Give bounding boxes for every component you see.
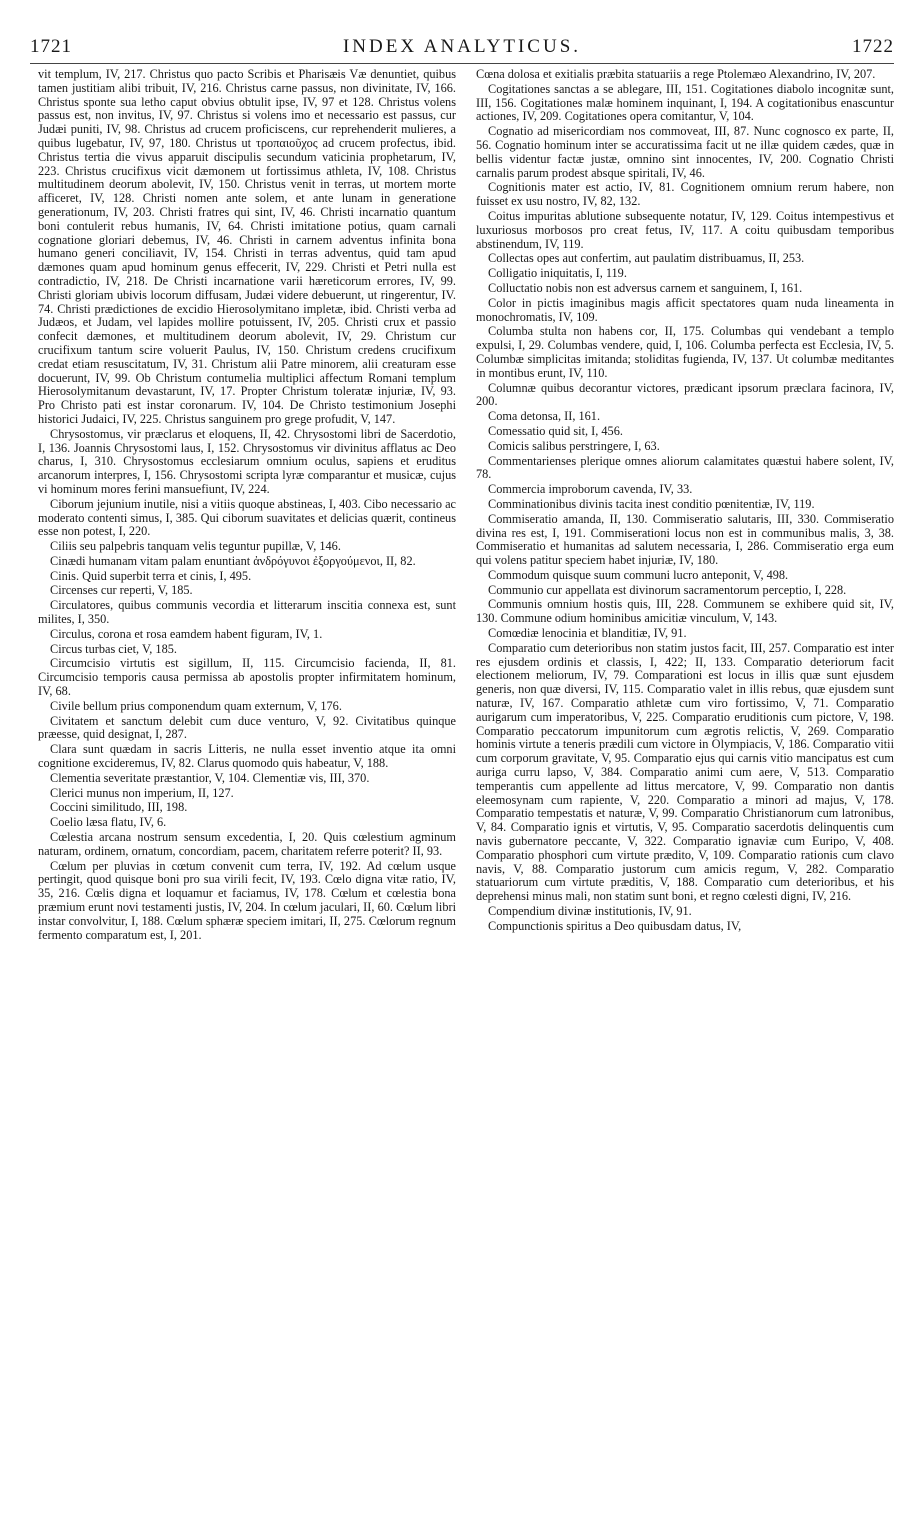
- index-entry: Commiseratio amanda, II, 130. Commiseratio salutaris, III, 330. Commiseratio divina res est, I, 191. Commiserationi locus non est in communibus malis, 3, 38. Commiseratio et humanitas ad salutem necessaria, I, 286. Commiseratio erga eum qui volens patitur speciem habet injuriæ, IV, 180.: [476, 511, 894, 568]
- left-column: [38, 68, 456, 1530]
- index-entry: Compunctionis spiritus a Deo quibusdam datus, IV,: [488, 918, 742, 933]
- index-entry: Cœlestia arcana nostrum sensum excedentia, I, 20. Quis cœlestium agminum naturam, ordinem, ornatum, concordiam, pacem, charitatem referre poterit? II, 93.: [38, 830, 456, 858]
- index-entry: Communio cur appellata est divinorum sacramentorum perceptio, I, 228.: [488, 582, 847, 597]
- index-entry: Comparatio cum deterioribus non statim justos facit, III, 257. Comparatio est inter res ejusdem ordinis et classis, I, 422; II, 133. Comparatio deteriorum facit electionem meliorum, IV, 79. Comparationi est locus in illis quæ sunt ejusdem generis, non quæ diversi, IV, 115. Comparatio valet in illis rebus, quæ ejusdem sunt naturæ, IV, 167. Comparatio athletæ cum viro fortissimo, V, 71. Comparatio aurigarum cum imperatoribus, V, 225. Comparatio eruditionis cum pictore, V, 198. Comparatio peccatorum impunitorum cum ægrotis relictis, V, 269. Comparatio hominis virtute a teneris prædili cum victore in Olympiacis, V, 186. Comparatio vitii cum corporum gravitate, V, 95. Comparatio ejus qui carnis vitio mancipatus est cum auriga curru lapso, V, 384. Comparatio animi cum aere, V, 513. Comparatio temperantis cum appellente ad littus mercatore, V, 99. Comparatio non dantis eleemosynam cum rapiente, V, 220. Comparatio a minori ad majus, V, 178. Comparatio tempestatis et naturæ, V, 99. Comparatio Christianorum cum latronibus, V, 84. Comparatio ignis et virtutis, V, 95. Comparatio sacerdotis delinquentis cum navis gubernatore peccante, V, 322. Comparatio ignaviæ cum Euripo, V, 408. Comparatio phosphori cum virtute prædito, V, 109. Comparatio rationis cum clavo navis, V, 88. Comparatio justorum cum amicis regum, V, 282. Comparatio statuariorum cum virtute præditis, V, 188. Comparatio cum deterioribus, et his deprehensi minus mali, non statim sunt boni, et regno cœlesti digni, IV, 216.: [476, 640, 894, 904]
- index-entry: Cinis. Quid superbit terra et cinis, I, 495.: [50, 568, 252, 583]
- page-number-left: 1721: [30, 36, 72, 57]
- index-entry: Comminationibus divinis tacita inest conditio pœnitentiæ, IV, 119.: [488, 496, 815, 511]
- index-entry: Cœlum per pluvias in cœtum convenit cum terra, IV, 192. Ad cœlum usque pertingit, quod quisque boni pro sua virili fecit, IV, 193. Cœlo digna vitæ ratio, IV, 35, 216. Cœlis digna et loquamur et faciamus, IV, 178. Cœlum et cœlestia bona præmium erunt novi testamenti justis, IV, 204. In cœlum jaculari, II, 60. Cœlum libri instar convolvitur, I, 188. Cœlum sphæræ speciem imitari, II, 275. Cœlorum regnum fermento comparatum est, I, 201.: [38, 858, 456, 942]
- index-entry: Circulus, corona et rosa eamdem habent figuram, IV, 1.: [50, 626, 323, 641]
- index-entry: Commentarienses plerique omnes aliorum calamitates quæstui habere solent, IV, 78.: [476, 453, 894, 482]
- index-entry: Cœna dolosa et exitialis præbita statuariis a rege Ptolemæo Alexandrino, IV, 207.: [476, 68, 876, 81]
- index-entry: Commodum quisque suum communi lucro anteponit, V, 498.: [488, 567, 789, 582]
- index-entry: Coitus impuritas ablutione subsequente notatur, IV, 129. Coitus intempestivus et luxuriosus morbosos pro creat fetus, IV, 117. A coitu quibusdam temporibus abstinendum, IV, 119.: [476, 208, 894, 251]
- index-entry: Coelio læsa flatu, IV, 6.: [50, 815, 167, 830]
- running-header: [30, 36, 894, 62]
- index-entry: Coccini similitudo, III, 198.: [50, 800, 188, 815]
- index-entry: Circumcisio virtutis est sigillum, II, 115. Circumcisio facienda, II, 81. Circumcisio temporis causa permissa ab apostolis propter infirmitatem hominum, IV, 68.: [38, 656, 456, 699]
- page-number-right: 1722: [852, 36, 894, 57]
- index-entry: Ciliis seu palpebris tanquam velis teguntur pupillæ, V, 146.: [50, 539, 341, 554]
- header-rule: [30, 63, 894, 64]
- index-entry: Circus turbas ciet, V, 185.: [50, 641, 177, 656]
- index-entry: Colligatio iniquitatis, I, 119.: [488, 266, 627, 281]
- index-entry: Comicis salibus perstringere, I, 63.: [488, 438, 660, 453]
- index-entry: Collectas opes aut confertim, aut paulatim distribuamus, II, 253.: [488, 251, 805, 266]
- index-entry: Ciborum jejunium inutile, nisi a vitiis quoque abstineas, I, 403. Cibo necessario ac moderato contenti simus, I, 385. Qui ciborum suavitates et delicias quærit, contineus esse non potest, I, 220.: [38, 496, 456, 539]
- index-entry: Clara sunt quædam in sacris Litteris, ne nulla esset inventio atque ita omni cognitione excideremus, IV, 82. Clarus quomodo quis habeatur, V, 188.: [38, 742, 456, 771]
- index-entry: Cognatio ad misericordiam nos commoveat, III, 87. Nunc cognosco ex parte, II, 56. Cognatio hominum inter se accuratissima facit ut ne illæ quidem cædes, quæ in bellis videntur factæ justæ, omnino sint innocentes, IV, 200. Cognatio Christi carnalis parum prodest absque spiritali, IV, 46.: [476, 124, 894, 180]
- index-entry: Comessatio quid sit, I, 456.: [488, 423, 623, 438]
- index-entry: Columnæ quibus decorantur victores, prædicant ipsorum præclara facinora, IV, 200.: [476, 380, 894, 409]
- index-entry: Coma detonsa, II, 161.: [488, 409, 601, 424]
- right-column: [476, 68, 894, 1530]
- index-entry: Columba stulta non habens cor, II, 175. Columbas qui vendebant a templo expulsi, I, 29. Columbas vendere, quid, I, 106. Columba perfecta est Ecclesia, IV, 5. Columbæ simplicitas imitanda; stoliditas fugienda, IV, 137. Ut columbæ meditantes in montibus erunt, IV, 110.: [476, 324, 894, 380]
- index-entry: Colluctatio nobis non est adversus carnem et sanguinem, I, 161.: [488, 280, 803, 295]
- index-entry: Clerici munus non imperium, II, 127.: [50, 785, 234, 800]
- page-title: INDEX ANALYTICUS.: [342, 36, 582, 57]
- index-entry: Civitatem et sanctum delebit cum duce venturo, V, 92. Civitatibus quinque præesse, quid designat, I, 287.: [38, 713, 456, 742]
- index-entry: Compendium divinæ institutionis, IV, 91.: [488, 904, 692, 919]
- index-entry: Comœdiæ lenocinia et blanditiæ, IV, 91.: [488, 626, 687, 641]
- index-entry: Communis omnium hostis quis, III, 228. Communem se exhibere quid sit, IV, 130. Commune odium hominibus amicitiæ vinculum, V, 143.: [476, 597, 894, 626]
- index-entry: Circenses cur reperti, V, 185.: [50, 583, 193, 598]
- index-entry: Cognitionis mater est actio, IV, 81. Cognitionem omnium rerum habere, non fuisset ex usu nostro, IV, 82, 132.: [476, 180, 894, 209]
- index-entry: Clementia severitate præstantior, V, 104. Clementiæ vis, III, 370.: [50, 770, 370, 785]
- index-entry: Color in pictis imaginibus magis afficit spectatores quam nuda lineamenta in monochromatis, IV, 109.: [476, 295, 894, 324]
- index-entry: Civile bellum prius componendum quam externum, V, 176.: [50, 698, 342, 713]
- index-entry: vit templum, IV, 217. Christus quo pacto Scribis et Pharisæis Væ denuntiet, quibus tamen justitiam alibi tribuit, IV, 216. Christus carne passus, non divinitate, IV, 166. Christus sponte sua letho caput obvius obtulit ipse, IV, 97 et 128. Christus volens passus est, non invitus, IV, 97. Christus si volens imo et necessario est passus, cur Judæi puniti, IV, 98. Christus ad crucem proficiscens, cur reprehenderit mulieres, a quibus lugebatur, IV, 97, 180. Christus ut τροπαιοῦχος ad crucem profectus, ibid. Christus tertia die vivus apparuit discipulis secundum vaticinia prophetarum, IV, 223. Christus crucifixus vicit dæmonem ut fortissimus athleta, IV, 108. Christus multitudinem deorum abolevit, IV, 150. Christus venit in terras, ut mortem morte afficeret, IV, 128. Christi nomen ante solem, et ante lunam in generatione generationum, IV, 203. Christi fratres qui sint, IV, 46. Christi incarnatio quantum boni contulerit rebus humanis, IV, 64. Christi imitatione potius, quam carnali cognatione gloriari debemus, IV, 46. Christi in carnem adventus infinita bona humano generi conciliavit, IV, 154. Christi in terras adventus, quid tam apud dæmones quam apud hominum genus effecerit, IV, 229. Christi et Petri nulla est contradictio, IV, 218. De Christi incarnatione varii hæreticorum errores, IV, 99. Christi gloriam ubivis locorum diffusam, Judæi videre debuerunt, ut ringerentur, IV. 74. Christi prædictiones de excidio Hierosolymitano impletæ, ibid. Christi verba ad Judæos, et Judam, vel lapides mollire potuissent, IV, 205. Christi crux et passio confecit dæmones, et multitudinem deorum abolevit, IV, 29. Christum cur crucifixum tantum scire voluerit Paulus, IV, 150. Christum credens crucifixum credat etiam resuscitatum, IV, 31. Christum alii Patre minorem, alii creaturam esse docuerunt, IV, 99. Ob Christum contumelia multiplici affectum Romani templum Hierosolymitanum devastarunt, IV, 17. Propter Christum toleratæ injuriæ, IV, 93. Pro Christo pati est instar coronarum. IV, 104. De Christo testimonium Josephi historici Judaici, IV, 225. Christus sanguinem pro grege profudit, V, 147.: [38, 68, 456, 426]
- index-entry: Cogitationes sanctas a se ablegare, III, 151. Cogitationes diabolo incognitæ sunt, III, 156. Cogitationes malæ hominem inquinant, I, 194. A cogitationibus enascuntur actiones, IV, 209. Cogitationes opera comitantur, V, 104.: [476, 81, 894, 124]
- index-entry: Commercia improborum cavenda, IV, 33.: [488, 482, 693, 497]
- index-entry: Chrysostomus, vir præclarus et eloquens, II, 42. Chrysostomi libri de Sacerdotio, I, 136. Joannis Chrysostomi laus, I, 152. Chrysostomus vir divinitus afflatus ac Deo charus, I, 310. Chrysostomus ecclesiarum omnium oculus, sapiens et eruditus arcanorum interpres, I, 156. Chrysostomi scripta lyræ comparantur et musicæ, cujus vi hominum mores ferini mansuefiunt, IV, 224.: [38, 426, 456, 496]
- index-entry: Cinædi humanam vitam palam enuntiant ἀνδρόγυνοι ἐξοργούμενοι, II, 82.: [50, 553, 416, 568]
- index-entry: Circulatores, quibus communis vecordia et litterarum inscitia connexa est, sunt milites, I, 350.: [38, 598, 456, 627]
